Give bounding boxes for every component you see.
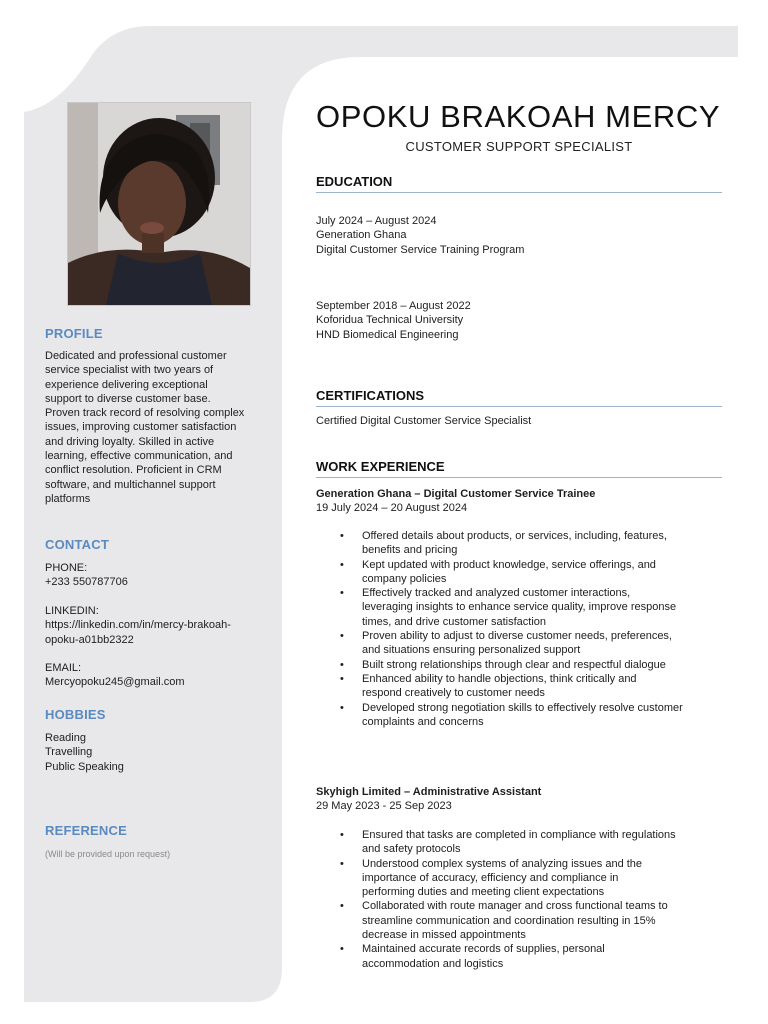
profile-summary	[45, 349, 273, 506]
hobbies-list	[45, 731, 273, 774]
phone-value: +233 550787706	[45, 576, 128, 589]
full-name: OPOKU BRAKOAH MERCY	[316, 99, 721, 134]
duty-item	[362, 899, 724, 942]
profile-line: support to diverse customer base.	[45, 392, 211, 405]
profile-line: issues, improving customer satisfaction	[45, 421, 237, 434]
duty-line: streamline communication and coordination resulting in 15%	[362, 914, 656, 927]
duty-line: • Developed strong negotiation skills to effectively resolve customer	[362, 701, 683, 714]
duty-line: performing duties and meeting client expectations	[362, 886, 605, 899]
duty-line: • Collaborated with route manager and cross functional teams to	[362, 900, 668, 913]
profile-line: and driving loyalty. Skilled in active	[45, 435, 215, 448]
email-link[interactable]: Mercyopoku245@gmail.com	[45, 676, 185, 689]
work-experience-heading: WORK EXPERIENCE	[316, 459, 722, 478]
duty-line: • Enhanced ability to handle objections, think critically and	[362, 672, 637, 685]
education-program: Digital Customer Service Training Program	[316, 243, 525, 256]
duty-line: and situations ensuring personalized support	[362, 644, 581, 657]
reference-heading: REFERENCE	[45, 823, 127, 838]
profile-photo	[67, 102, 251, 306]
duty-line: company policies	[362, 572, 447, 585]
education-dates: July 2024 – August 2024	[316, 215, 437, 227]
job-duties	[362, 529, 724, 729]
linkedin-block	[45, 604, 273, 647]
duty-item	[362, 529, 724, 558]
certification-item: Certified Digital Customer Service Specialist	[316, 415, 532, 427]
reference-note: (Will be provided upon request)	[45, 849, 171, 859]
duty-line: • Ensured that tasks are completed in compliance with regulations	[362, 829, 676, 841]
duty-line: • Effectively tracked and analyzed customer interactions,	[362, 587, 631, 600]
job-header	[316, 487, 722, 516]
linkedin-link[interactable]: https://linkedin.com/in/mercy-brakoah-	[45, 619, 231, 632]
phone-label: PHONE:	[45, 562, 88, 574]
profile-line: platforms	[45, 492, 91, 505]
duty-item	[362, 629, 724, 658]
email-label: EMAIL:	[45, 662, 82, 674]
profile-line: Proven track record of resolving complex	[45, 407, 245, 420]
hobby-item: Public Speaking	[45, 760, 124, 773]
phone-block	[45, 561, 273, 590]
job-role: Skyhigh Limited – Administrative Assistant	[316, 786, 542, 798]
hobby-item: Travelling	[45, 746, 93, 759]
duty-line: and safety protocols	[362, 843, 461, 856]
education-dates: September 2018 – August 2022	[316, 300, 471, 312]
education-heading: EDUCATION	[316, 174, 722, 193]
duty-item	[362, 658, 724, 672]
duty-line: times, and drive customer satisfaction	[362, 615, 547, 628]
duty-item	[362, 857, 724, 900]
duty-item	[362, 558, 724, 587]
education-entry	[316, 214, 722, 257]
education-program: HND Biomedical Engineering	[316, 328, 459, 341]
hobby-item: Reading	[45, 732, 86, 744]
email-block	[45, 661, 273, 690]
duty-line: complaints and concerns	[362, 715, 484, 728]
duty-line: • Proven ability to adjust to diverse customer needs, preferences,	[362, 630, 672, 643]
duty-line: benefits and pricing	[362, 544, 458, 557]
duty-line: accommodation and logistics	[362, 957, 504, 970]
duty-item	[362, 672, 724, 701]
profile-heading: PROFILE	[45, 326, 103, 341]
job-dates: 29 May 2023 - 25 Sep 2023	[316, 800, 452, 813]
profile-line: learning, effective communication, and	[45, 450, 233, 463]
job-header	[316, 785, 722, 814]
linkedin-link[interactable]: opoku-a01bb2322	[45, 633, 134, 646]
duty-line: • Kept updated with product knowledge, service offerings, and	[362, 558, 656, 571]
profile-line: software, and multichannel support	[45, 478, 216, 491]
job-dates: 19 July 2024 – 20 August 2024	[316, 502, 468, 515]
duty-line: importance of accuracy, efficiency and compliance in	[362, 871, 619, 884]
duty-line: respond creatively to customer needs	[362, 687, 545, 700]
certifications-heading: CERTIFICATIONS	[316, 388, 722, 407]
profile-line: experience delivering exceptional	[45, 378, 208, 391]
job-duties	[362, 828, 724, 971]
duty-line: decrease in missed appointments	[362, 929, 526, 942]
job-role: Generation Ghana – Digital Customer Service Trainee	[316, 488, 596, 500]
duty-item	[362, 942, 724, 971]
duty-line: • Maintained accurate records of supplies, personal	[362, 943, 605, 956]
duty-line: • Offered details about products, or services, including, features,	[362, 530, 667, 542]
linkedin-label: LINKEDIN:	[45, 605, 99, 617]
duty-item	[362, 828, 724, 857]
duty-item	[362, 586, 724, 629]
job-title: CUSTOMER SUPPORT SPECIALIST	[405, 139, 633, 154]
hobbies-heading: HOBBIES	[45, 707, 106, 722]
duty-line: • Understood complex systems of analyzing issues and the	[362, 857, 643, 870]
education-entry	[316, 299, 722, 342]
duty-line: • Built strong relationships through clear and respectful dialogue	[362, 658, 666, 671]
contact-heading: CONTACT	[45, 537, 109, 552]
profile-line: Dedicated and professional customer	[45, 350, 227, 362]
education-institution: Koforidua Technical University	[316, 314, 464, 327]
profile-line: conflict resolution. Proficient in CRM	[45, 464, 222, 477]
education-institution: Generation Ghana	[316, 229, 407, 242]
profile-line: service specialist with two years of	[45, 364, 214, 377]
duty-item	[362, 701, 724, 730]
duty-line: leveraging insights to enhance service quality, improve response	[362, 601, 677, 614]
